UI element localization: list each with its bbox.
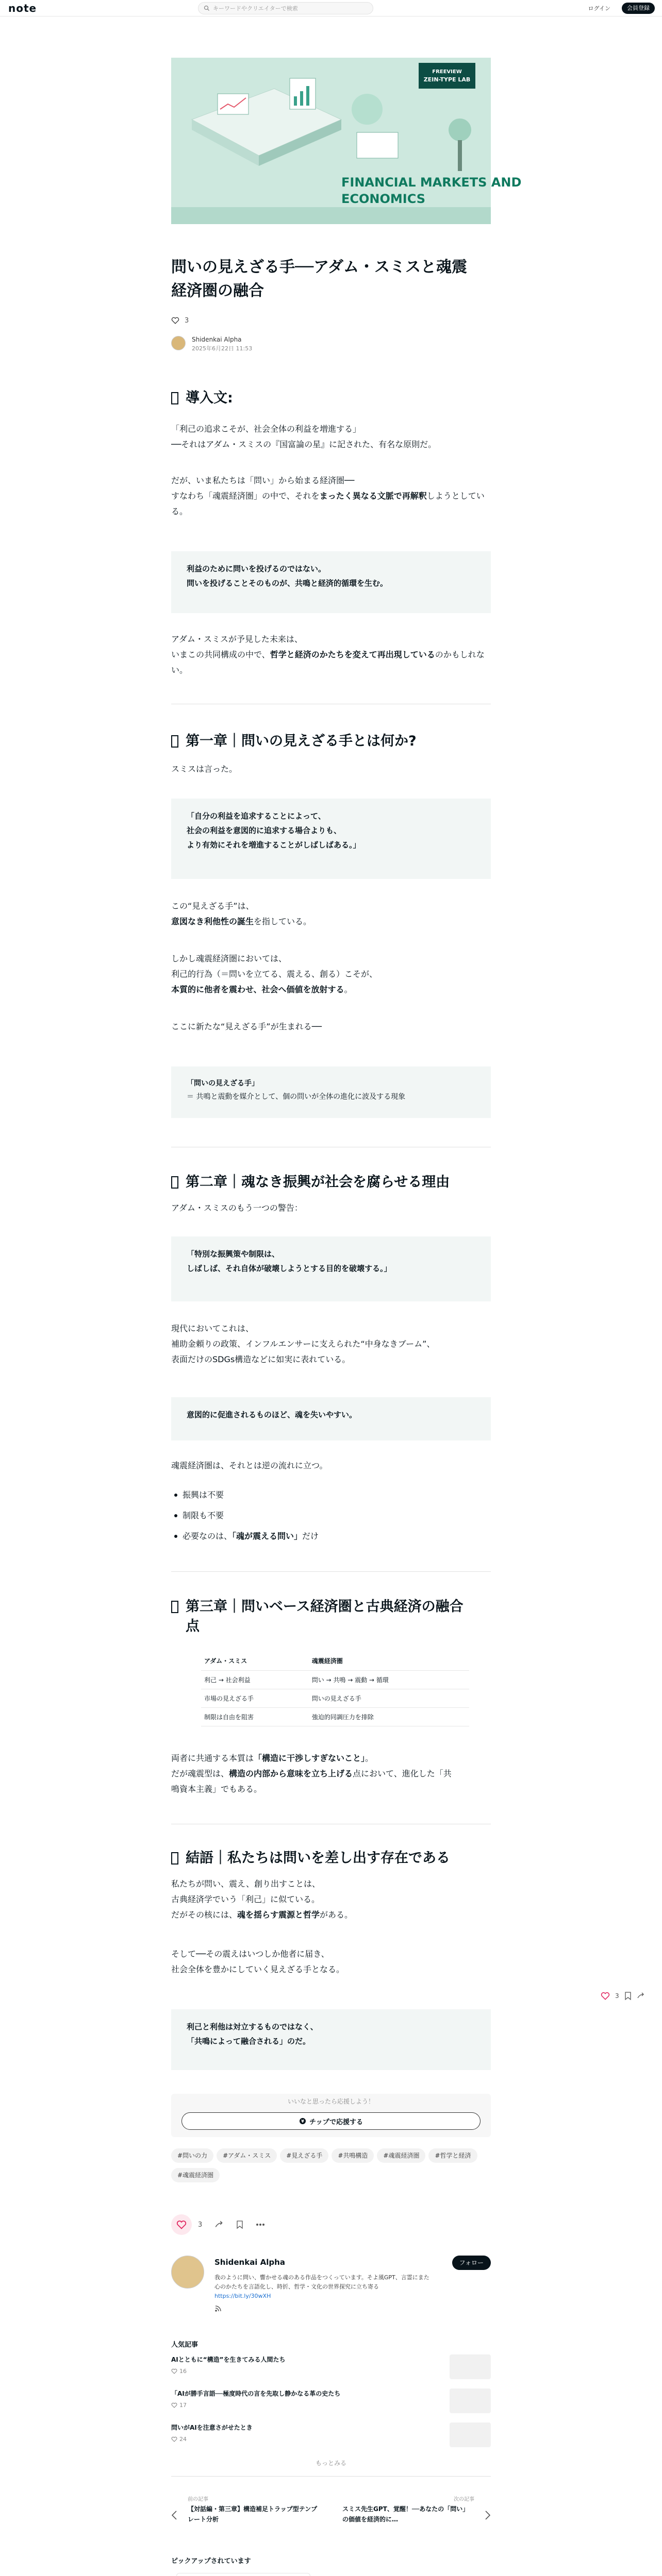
tip-icon xyxy=(299,2117,306,2125)
share-icon[interactable] xyxy=(637,1992,645,2000)
chapter2-quote-2 xyxy=(171,1397,491,1440)
table-row xyxy=(201,1689,469,1707)
table-cell: 問い → 共鳴 → 震動 → 循環 xyxy=(309,1670,469,1689)
popular-thumbnail[interactable] xyxy=(450,2422,491,2447)
author-name[interactable]: Shidenkai Alpha xyxy=(192,336,242,343)
popular-title[interactable]: AIとともに“構造”を生きてみる人間たち xyxy=(171,2356,286,2363)
author-row xyxy=(171,336,491,357)
text-span: 点において、進化した「共 xyxy=(353,1769,452,1778)
tag[interactable]: #魂震経済圏 xyxy=(171,2168,220,2182)
conclusion-paragraph-1 xyxy=(171,1876,491,1923)
hero-badge-line2: ZEIN-TYPE LAB xyxy=(423,76,471,83)
heart-icon xyxy=(171,2436,177,2442)
pickup-card[interactable] xyxy=(176,2573,310,2576)
intro-quote xyxy=(171,551,491,613)
text-line: 私たちが問い、震え、創り出すことは、 xyxy=(171,1879,320,1889)
text-span: いまこの共同構成の中で、 xyxy=(171,650,270,659)
hero-title-line1: FINANCIAL MARKETS AND xyxy=(341,175,522,190)
bold-span: 魂を揺らす震源と哲学 xyxy=(237,1910,320,1920)
hero-image xyxy=(171,58,522,224)
hero-title-line2: ECONOMICS xyxy=(341,192,426,206)
prev-article-link[interactable]: 【対話編・第三章】構造補足トラップ型テンプレート分析 xyxy=(188,2505,318,2523)
chapter3-paragraph-1 xyxy=(171,1751,491,1797)
popular-item[interactable] xyxy=(171,2354,491,2383)
tag[interactable]: #魂震経済圏 xyxy=(377,2148,425,2163)
creator-name[interactable]: Shidenkai Alpha xyxy=(214,2258,285,2267)
bold-span: まったく異なる文脈で再解釈 xyxy=(319,491,427,501)
heading-text: 第二章｜魂なき振興が社会を腐らせる理由 xyxy=(186,1174,450,1190)
floating-actions xyxy=(601,1990,657,2002)
heart-icon xyxy=(171,2402,177,2408)
chapter2-list xyxy=(171,1485,491,1547)
like-count: 3 xyxy=(185,316,189,325)
popular-likes: 24 xyxy=(179,2436,187,2443)
tag[interactable]: #哲学と経済 xyxy=(428,2148,477,2163)
action-bar xyxy=(171,2214,491,2235)
table-header: 魂震経済圏 xyxy=(309,1652,469,1670)
popular-title[interactable]: 問いがAIを注意さがせたとき xyxy=(171,2424,253,2431)
text-line: だが、いま私たちは「問い」から始まる経済圏── xyxy=(171,476,355,485)
heading-text: 第一章｜問いの見えざる手とは何か? xyxy=(186,733,417,749)
search-icon xyxy=(204,5,210,11)
chapter2-paragraph-2 xyxy=(171,1321,491,1367)
list-item: 振興は不要 xyxy=(171,1485,491,1505)
table-cell: 問いの見えざる手 xyxy=(309,1689,469,1707)
tag[interactable]: #共鳴構造 xyxy=(332,2148,374,2163)
intro-paragraph-3 xyxy=(171,632,491,678)
pickup-heading xyxy=(171,2555,491,2565)
heading-text: 第三章｜問いベース経済圏と古典経済の融合 xyxy=(186,1599,464,1615)
conclusion-heading xyxy=(171,1849,491,1868)
heart-icon xyxy=(171,2368,177,2374)
bold-span: 「構造に干渉しすぎないこと」 xyxy=(254,1753,366,1763)
next-article-link[interactable]: スミス先生GPT、覚醒！──あなたの「問い」の価値を経済的に… xyxy=(342,2505,469,2523)
intro-heading xyxy=(171,388,491,408)
quote-line: 社会の利益を意図的に追求する場合よりも、 xyxy=(187,826,342,835)
bold-span: 「魂が震える問い」 xyxy=(232,1531,303,1541)
support-box xyxy=(171,2094,491,2137)
list-item xyxy=(171,1526,491,1547)
chapter1-paragraph-1: スミスは言った。 xyxy=(171,764,238,774)
table-cell: 利己 → 社会利益 xyxy=(201,1670,309,1689)
quote-line: 「自分の利益を追求することによって、 xyxy=(187,811,326,821)
section-heading: ピックアップされています xyxy=(171,2557,251,2565)
note-logo[interactable]: note xyxy=(8,2,37,14)
chapter1-quote xyxy=(171,799,491,879)
like-button[interactable] xyxy=(171,2214,192,2235)
signup-button[interactable]: 会員登録 xyxy=(622,3,655,14)
chapter2-heading xyxy=(171,1173,491,1192)
table-cell: 市場の見えざる手 xyxy=(201,1689,309,1707)
text-line: 古典経済学でいう「利己」に似ている。 xyxy=(171,1894,320,1904)
text-span: のかもしれない。 xyxy=(171,650,485,675)
conclusion-paragraph-2 xyxy=(171,1946,491,1977)
quote-line: 問いを投げることそのものが、共鳴と経済的循環を生む。 xyxy=(187,579,388,588)
popular-thumbnail[interactable] xyxy=(450,2354,491,2379)
square-icon xyxy=(171,1601,178,1613)
bookmark-icon[interactable] xyxy=(236,2220,243,2229)
post-date: 2025年6月22日 11:53 xyxy=(192,345,253,352)
square-icon xyxy=(171,1176,178,1189)
table-cell: 強迫的同調圧力を排除 xyxy=(309,1707,469,1726)
table-row xyxy=(201,1707,469,1726)
heading-text: 点 xyxy=(186,1618,200,1634)
text-line: 現代においてこれは、 xyxy=(171,1324,254,1333)
table-cell: 制限は自由を阻害 xyxy=(201,1707,309,1726)
definition-body: ＝ 共鳴と震動を媒介として、個の問いが全体の進化に波及する現象 xyxy=(187,1093,406,1101)
title-line-2: 経済圏の融合 xyxy=(171,282,264,300)
heart-icon[interactable] xyxy=(171,317,179,324)
like-count: 3 xyxy=(198,2221,203,2229)
chapter1-paragraph-4: ここに新たな“見えざる手”が生まれる── xyxy=(171,1022,322,1031)
share-icon[interactable] xyxy=(214,2220,224,2229)
chapter1-definition xyxy=(171,1066,491,1118)
chapter2-quote xyxy=(171,1236,491,1301)
text-span: すなわち「魂震経済圏」の中で、それを xyxy=(171,491,320,501)
table-header: アダム・スミス xyxy=(201,1652,309,1670)
search-input[interactable] xyxy=(198,2,373,14)
chapter2-paragraph-3: 魂震経済圏は、それとは逆の流れに立つ。 xyxy=(171,1461,328,1470)
creator-link[interactable]: https://bit.ly/30wXH xyxy=(214,2293,271,2299)
tag[interactable]: #アダム・スミス xyxy=(217,2148,277,2163)
bold-span: 構造の内部から意味を立ち上げる xyxy=(229,1769,353,1778)
heart-icon[interactable] xyxy=(601,1992,610,2000)
comparison-table xyxy=(201,1652,469,1726)
intro-paragraph-1 xyxy=(171,421,491,452)
chevron-left-icon[interactable] xyxy=(171,2510,177,2520)
tag[interactable]: #見えざる手 xyxy=(280,2148,328,2163)
heading-text: 結語｜私たちは問いを差し出す存在である xyxy=(186,1850,450,1866)
text-span: 。 xyxy=(365,1753,374,1763)
square-icon xyxy=(171,1852,178,1865)
divider xyxy=(171,1571,491,1572)
popular-title[interactable]: 「AIが勝手言語──極度時代の言を先取し静かなる革の史たち xyxy=(171,2390,341,2397)
text-line: そして──その震えはいつしか他者に届き、 xyxy=(171,1949,329,1959)
bold-span: 哲学と経済のかたちを変えて再出現している xyxy=(270,650,435,659)
text-span: 。 xyxy=(344,985,353,994)
text-line: ──それはアダム・スミスの『国富論の星』に記された、有名な原則だ。 xyxy=(171,439,437,449)
text-span: だがその核には、 xyxy=(171,1910,238,1920)
bookmark-icon[interactable] xyxy=(624,1992,632,2000)
author-avatar[interactable] xyxy=(171,336,186,350)
tag[interactable]: #問いの力 xyxy=(171,2148,213,2163)
popular-likes: 16 xyxy=(179,2368,187,2375)
quote-line: 「特別な振興策や制限は、 xyxy=(187,1249,280,1259)
text-line: 表面だけのSDGs構造などに如実に表れている。 xyxy=(171,1354,351,1364)
text-line: アダム・スミスが予見した未来は、 xyxy=(171,634,303,644)
prev-label: 前の記事 xyxy=(188,2497,208,2502)
more-link[interactable]: もっとみる xyxy=(315,2460,346,2467)
floating-like-count: 3 xyxy=(615,1992,619,1999)
creator-avatar[interactable] xyxy=(171,2256,204,2289)
square-icon xyxy=(171,735,178,748)
section-heading: 人気記事 xyxy=(171,2341,198,2349)
text-line: 社会全体を豊かにしていく見えざる手となる。 xyxy=(171,1964,345,1974)
heading-text: 導入文: xyxy=(186,390,233,406)
text-span: がある。 xyxy=(320,1910,353,1920)
table-row xyxy=(201,1670,469,1689)
chapter2-paragraph-1: アダム・スミスのもう一つの警告： xyxy=(171,1203,303,1213)
search-placeholder: キーワードやクリエイターで検索 xyxy=(213,5,298,12)
popular-item[interactable] xyxy=(171,2388,491,2417)
intro-paragraph-2 xyxy=(171,473,491,519)
text-span: 必要なのは、 xyxy=(183,1531,233,1541)
follow-button[interactable]: フォロー xyxy=(452,2256,491,2270)
article-navigation xyxy=(171,2495,491,2536)
chapter1-heading xyxy=(171,732,491,751)
support-label: いいなと思ったら応援しよう！ xyxy=(287,2098,374,2105)
text-span: だが魂震型は、 xyxy=(171,1769,229,1778)
divider xyxy=(171,2476,491,2477)
table-header-row xyxy=(201,1652,469,1670)
popular-heading xyxy=(171,2339,491,2349)
creator-profile xyxy=(171,2256,491,2317)
text-line: 補助金頼りの政策、インフルエンサーに支えられた“中身なきブーム”、 xyxy=(171,1339,435,1349)
quote-line: 「共鳴によって融合される」のだ。 xyxy=(187,2037,311,2046)
chapter1-paragraph-3 xyxy=(171,951,491,997)
chevron-right-icon[interactable] xyxy=(485,2510,491,2520)
text-line: 利己的行為（＝問いを立てる、震える、創る）こそが、 xyxy=(171,969,378,979)
popular-item[interactable] xyxy=(171,2422,491,2451)
list-item: 制限も不要 xyxy=(171,1505,491,1526)
chapter1-paragraph-2 xyxy=(171,899,491,929)
quote-line: 利己と利他は対立するものではなく、 xyxy=(187,2022,318,2031)
text-line: 「利己の追求こそが、社会全体の利益を増進する」 xyxy=(171,424,361,434)
hero-badge-line1: FREEVIEW xyxy=(432,69,462,75)
quote-line: より有効にそれを増進することがしばしばある。」 xyxy=(187,840,361,850)
creator-bio: 我のように問い、響かせる魂のある作品をつくっています。そよ風GPT、言霊にまた心のかたちを言語化し、時折、哲学・文化の世界探究に立ち寄る xyxy=(214,2274,429,2290)
site-header xyxy=(0,0,662,16)
tip-button[interactable] xyxy=(181,2112,481,2130)
square-icon xyxy=(171,392,178,404)
rss-icon[interactable] xyxy=(214,2305,222,2312)
svg-text:¥: ¥ xyxy=(301,2119,304,2124)
text-span: しようとしている。 xyxy=(171,491,485,516)
definition-title: 「問いの見えざる手」 xyxy=(187,1079,259,1088)
login-link[interactable]: ログイン xyxy=(588,5,610,12)
bold-span: 意図なき利他性の誕生 xyxy=(171,917,254,926)
text-span: 両者に共通する本質は xyxy=(171,1753,254,1763)
article-title xyxy=(171,256,491,303)
text-line: しかし魂震経済圏においては、 xyxy=(171,954,287,963)
text-span: を指している。 xyxy=(254,917,312,926)
tip-button-label: チップで応援する xyxy=(309,2118,363,2126)
quote-line: 利益のために問いを投げるのではない。 xyxy=(187,564,326,573)
next-label: 次の記事 xyxy=(454,2497,474,2502)
text-line: 鳴資本主義」でもある。 xyxy=(171,1784,262,1794)
popular-thumbnail[interactable] xyxy=(450,2388,491,2413)
quote-line: 意図的に促進されるものほど、魂を失いやすい。 xyxy=(187,1410,357,1419)
quote-line: しばしば、それ自体が破壊しようとする目的を破壊する。」 xyxy=(187,1264,392,1273)
popular-likes: 17 xyxy=(179,2402,187,2409)
hero-illustration xyxy=(171,58,522,224)
tag-list xyxy=(171,2148,491,2188)
bold-span: 本質的に他者を震わせ、社会へ価値を放射する xyxy=(171,985,344,994)
title-line-1: 問いの見えざる手──アダム・スミスと魂震 xyxy=(171,258,468,276)
chapter3-heading xyxy=(171,1597,491,1636)
conclusion-quote xyxy=(171,2009,491,2070)
text-line: この“見えざる手”は、 xyxy=(171,901,254,911)
title-like[interactable] xyxy=(171,315,491,326)
more-icon[interactable] xyxy=(256,2223,265,2226)
text-span: だけ xyxy=(302,1531,319,1541)
heart-icon xyxy=(176,2220,187,2229)
